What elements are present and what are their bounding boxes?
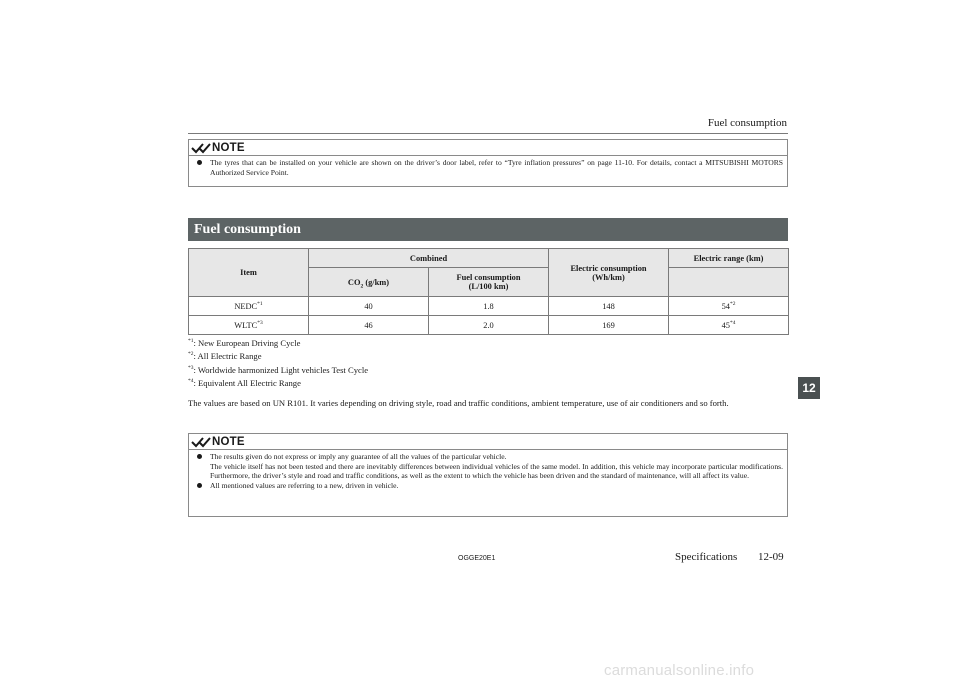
footnote: $^{*1}$: New European Driving Cycle	[188, 338, 301, 348]
footnote: $^{*4}$: Equivalent All Electric Range	[188, 377, 301, 388]
header-electric-range-blank	[669, 268, 789, 297]
checkmark-note-icon	[191, 436, 211, 448]
footnote: $^{*2}$: All Electric Range	[188, 351, 262, 362]
note-box-top	[188, 139, 788, 187]
note-text: The vehicle itself has not been tested and there are inevitably differences between individual vehicles of the same model. In addition, this vehicle may incorporate particular modifications. Furthermore, the driver’s style and road and traffic conditions, as well as the extent to which the vehicle has been driven and the standard of maintenance, will all affect its value.	[210, 461, 783, 481]
header-rule	[188, 133, 788, 134]
footnote: $^{*3}$: Worldwide harmonized Light vehicles Test Cycle	[188, 364, 369, 375]
header-electric-consumption: Electric consumption (Wh/km)	[549, 249, 669, 297]
table-header-row	[189, 249, 789, 268]
note-divider	[189, 155, 787, 156]
note-bullet	[197, 158, 783, 177]
bullet-dot-icon	[197, 483, 202, 488]
document-code: OGGE20E1	[458, 555, 496, 562]
cell-electric-consumption: 169	[549, 316, 669, 335]
fuel-consumption-table	[188, 248, 789, 335]
note-header	[191, 141, 245, 155]
footer-chapter-name: Specifications	[675, 551, 738, 563]
note-text: The tyres that can be installed on your vehicle are shown on the driver’s door label, refer to “Tyre inflation pressures” on page 11-10. For details, contact a MITSUBISHI MOTORS Authorized Service Point.	[210, 158, 783, 177]
footnotes	[188, 337, 368, 390]
section-title: Fuel consumption	[188, 218, 788, 241]
note-box-bottom	[188, 433, 788, 517]
cell-item: WLTC$^{*3}$	[189, 316, 309, 335]
note-text: All mentioned values are referring to a new, driven in vehicle.	[210, 480, 399, 490]
cell-co2: 40	[309, 297, 429, 316]
note-bullet	[197, 452, 783, 481]
cell-fuel: 2.0	[429, 316, 549, 335]
cell-electric-range: 45$^{*4}$	[669, 316, 789, 335]
page-number: 12-09	[758, 551, 784, 563]
table-row	[189, 316, 789, 335]
note-text: The results given do not express or imply any guarantee of all the values of the particular vehicle.	[210, 452, 507, 461]
cell-item: NEDC$^{*1}$	[189, 297, 309, 316]
header-item: Item	[189, 249, 309, 297]
cell-fuel: 1.8	[429, 297, 549, 316]
cell-electric-consumption: 148	[549, 297, 669, 316]
chapter-tab: 12	[798, 377, 820, 399]
checkmark-note-icon	[191, 142, 211, 154]
cell-co2: 46	[309, 316, 429, 335]
note-bullet	[197, 481, 783, 491]
note-label: NOTE	[212, 436, 245, 448]
header-co2: $CO_2$ (g/km)	[309, 268, 429, 297]
header-electric-range: Electric range (km)	[669, 249, 789, 268]
note-body	[197, 158, 783, 177]
running-header-title: Fuel consumption	[707, 117, 787, 129]
table-row	[189, 297, 789, 316]
body-paragraph: The values are based on UN R101. It varies depending on driving style, road and traffic conditions, ambient temperature, use of air conditioners and so forth.	[188, 398, 729, 408]
note-divider	[189, 449, 787, 450]
note-body	[197, 452, 783, 490]
cell-electric-range: 54$^{*2}$	[669, 297, 789, 316]
watermark: carmanualsonline.info	[604, 662, 755, 679]
header-fuel-consumption: Fuel consumption (L/100 km)	[429, 268, 549, 297]
note-header	[191, 435, 245, 449]
header-combined: Combined	[309, 249, 549, 268]
note-label: NOTE	[212, 142, 245, 154]
bullet-dot-icon	[197, 454, 202, 459]
bullet-dot-icon	[197, 160, 202, 165]
